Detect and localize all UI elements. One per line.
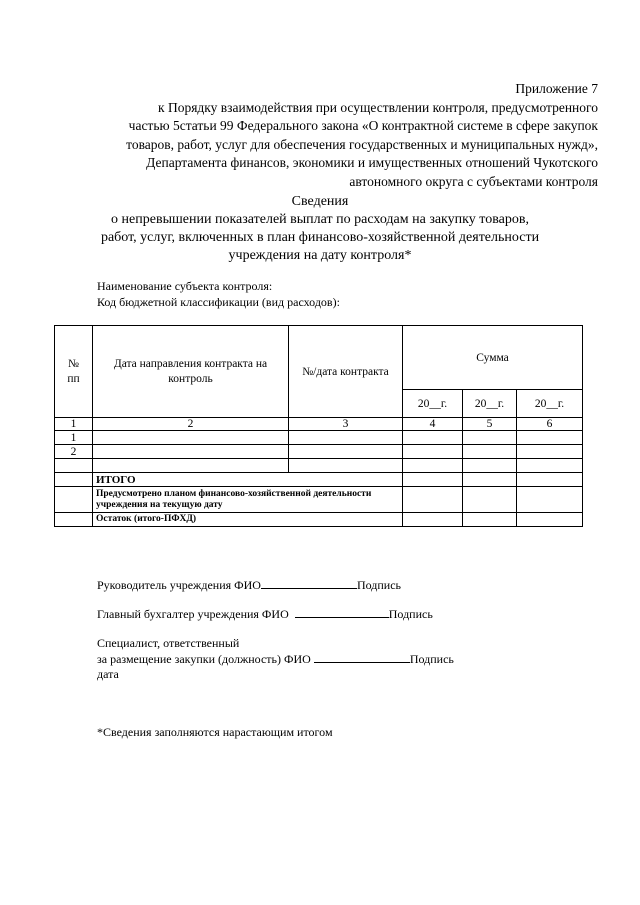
- appendix-header: [38, 80, 598, 191]
- table-cell: [93, 445, 289, 459]
- header-year: 20__г.: [463, 390, 517, 418]
- table-cell: [463, 431, 517, 445]
- column-number: 2: [93, 418, 289, 431]
- table-row: [55, 445, 583, 459]
- heading-line: работ, услуг, включенных в план финансово-хозяйственной деятельности: [100, 230, 540, 245]
- heading-line: Сведения: [291, 194, 349, 209]
- table-cell: [463, 445, 517, 459]
- signature-blank: [295, 606, 389, 618]
- table-cell: [289, 431, 403, 445]
- table-cell: [403, 513, 463, 527]
- budget-code-label: Код бюджетной классификации (вид расходов):: [97, 294, 340, 309]
- table-cell: [403, 473, 463, 487]
- table-row: [55, 431, 583, 445]
- footnote: *Сведения заполняются нарастающим итогом: [97, 725, 333, 739]
- accountant-signature-line: [97, 606, 433, 622]
- remainder-label: Остаток (итого-ПФХД): [93, 513, 403, 527]
- signature-blank: [261, 577, 357, 589]
- column-number: 4: [403, 418, 463, 431]
- header-date: Дата направления контракта на контроль: [93, 326, 289, 418]
- table-cell: [517, 473, 583, 487]
- table-cell: [403, 487, 463, 513]
- header-year: 20__г.: [403, 390, 463, 418]
- column-number: 5: [463, 418, 517, 431]
- specialist-sign-label: Подпись: [409, 652, 454, 666]
- planned-row: [55, 487, 583, 513]
- table-cell: [463, 487, 517, 513]
- table-cell: [463, 473, 517, 487]
- document-heading: [80, 193, 560, 265]
- specialist-signature-block: [97, 636, 454, 682]
- table-cell: [289, 445, 403, 459]
- column-number: 3: [289, 418, 403, 431]
- subject-info: [97, 279, 340, 310]
- specialist-label: за размещение закупки (должность) ФИО: [97, 652, 311, 666]
- table-cell: [463, 513, 517, 527]
- subject-name-label: Наименование субъекта контроля:: [97, 279, 273, 293]
- appendix-line: Департамента финансов, экономики и имущественных отношений Чукотского: [146, 155, 598, 170]
- signature-blank: [314, 651, 410, 663]
- planned-label: Предусмотрено планом финансово-хозяйственной деятельности учреждения на текущую дату: [93, 487, 403, 513]
- report-table: [54, 325, 583, 527]
- table-cell: [517, 445, 583, 459]
- head-sign-label: Подпись: [356, 578, 402, 592]
- head-signature-line: [97, 577, 401, 593]
- table-cell: [55, 473, 93, 487]
- remainder-row: [55, 513, 583, 527]
- head-label: Руководитель учреждения ФИО: [97, 578, 261, 592]
- specialist-line1: Специалист, ответственный: [97, 636, 240, 650]
- column-number: 6: [517, 418, 583, 431]
- table-cell: [55, 513, 93, 527]
- table-cell: [403, 431, 463, 445]
- table-cell: [289, 459, 403, 473]
- row-number: 2: [55, 445, 93, 459]
- appendix-line: автономного округа с субъектами контроля: [349, 173, 598, 189]
- appendix-line: к Порядку взаимодействия при осуществлении контроля, предусмотренного: [158, 99, 598, 115]
- specialist-date-label: дата: [97, 667, 119, 681]
- table-cell: [403, 445, 463, 459]
- column-number: 1: [55, 418, 93, 431]
- table-cell: [93, 459, 289, 473]
- table-cell: [403, 459, 463, 473]
- table-cell: [517, 513, 583, 527]
- accountant-label: Главный бухгалтер учреждения ФИО: [97, 607, 289, 621]
- table-cell: [517, 459, 583, 473]
- total-label: ИТОГО: [93, 473, 403, 487]
- table-row: [55, 459, 583, 473]
- table-cell: [517, 431, 583, 445]
- table-cell: [517, 487, 583, 513]
- appendix-line: частью 5статьи 99 Федерального закона «О контрактной системе в сфере закупок: [128, 118, 598, 133]
- header-year: 20__г.: [517, 390, 583, 418]
- appendix-line: товаров, работ, услуг для обеспечения государственных и муниципальных нужд»,: [126, 136, 598, 152]
- table-cell: [93, 431, 289, 445]
- specialist-line2: [97, 651, 454, 667]
- heading-line: о непревышении показателей выплат по расходам на закупку товаров,: [111, 212, 529, 227]
- header-sum: Сумма: [403, 326, 583, 390]
- table-cell: [55, 487, 93, 513]
- header-num: № пп: [55, 326, 93, 418]
- row-number: 1: [55, 431, 93, 445]
- total-row: [55, 473, 583, 487]
- header-contract: №/дата контракта: [289, 326, 403, 418]
- accountant-sign-label: Подпись: [388, 607, 433, 621]
- heading-line: учреждения на дату контроля*: [228, 248, 412, 263]
- row-number: [55, 459, 93, 473]
- table-cell: [463, 459, 517, 473]
- appendix-line: Приложение 7: [515, 81, 598, 96]
